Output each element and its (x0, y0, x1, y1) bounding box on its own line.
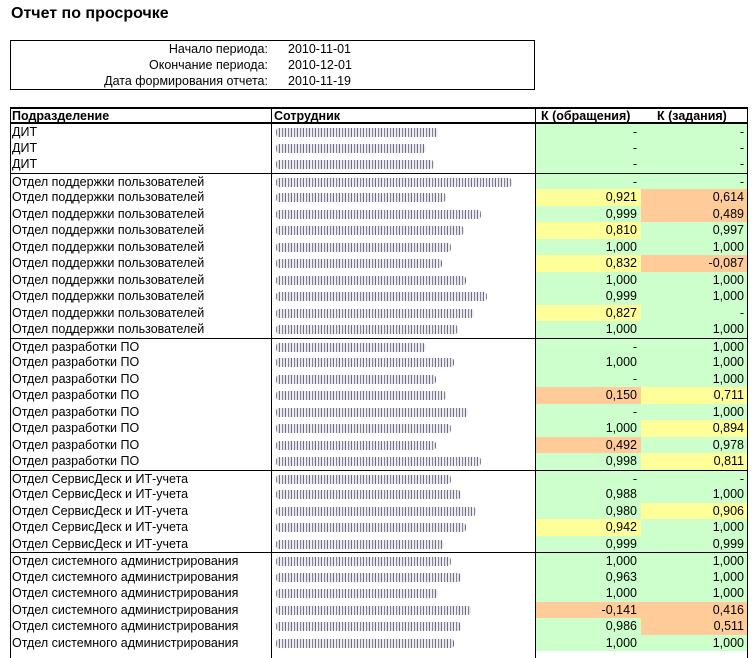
k-requests-cell: 0,988 (536, 486, 641, 503)
table-row (10, 569, 748, 586)
param-label: Дата формирования отчета: (104, 74, 268, 88)
department-cell: Отдел СервисДеск и ИТ-учета (12, 471, 189, 486)
k-requests-cell: 1,000 (536, 354, 641, 371)
header-employee: Сотрудник (274, 109, 341, 123)
param-row-report-date (11, 73, 534, 89)
k-requests-cell: 1,000 (536, 585, 641, 602)
k-requests-cell: -0,141 (536, 602, 641, 619)
employee-cell (272, 339, 535, 356)
table-header (10, 107, 748, 123)
table-row (10, 272, 748, 289)
department-cell: Отдел поддержки пользователей (12, 305, 205, 320)
k-requests-cell: 0,942 (536, 519, 641, 536)
employee-cell (272, 585, 535, 602)
header-k-requests: К (обращения) (541, 109, 631, 123)
redacted-name (276, 226, 464, 235)
redacted-name (276, 573, 461, 582)
redacted-name (276, 408, 468, 417)
table-row (10, 354, 748, 371)
employee-cell (272, 569, 535, 586)
k-requests-cell: 1,000 (536, 553, 641, 570)
employee-cell (272, 635, 535, 652)
employee-cell (272, 371, 535, 388)
employee-cell (272, 420, 535, 437)
table-row (10, 453, 748, 470)
redacted-name (276, 210, 481, 219)
k-tasks-cell: -0,087 (641, 255, 748, 272)
k-tasks-cell: - (641, 124, 748, 141)
table-row (10, 437, 748, 454)
k-tasks-cell: 0,894 (641, 420, 748, 437)
redacted-name (276, 343, 426, 352)
table-row (10, 156, 748, 173)
k-requests-cell: 1,000 (536, 321, 641, 338)
employee-cell (272, 536, 535, 553)
employee-cell (272, 124, 535, 141)
department-cell: Отдел поддержки пользователей (12, 223, 205, 237)
employee-cell (272, 206, 535, 223)
k-tasks-cell: 1,000 (641, 339, 748, 356)
k-tasks-cell: 1,000 (641, 371, 748, 388)
department-cell: Отдел поддержки пользователей (12, 239, 205, 254)
department-cell: ДИТ (12, 140, 38, 155)
param-value: 2010-11-01 (288, 42, 352, 56)
table-row (10, 222, 748, 239)
employee-cell (272, 140, 535, 157)
table-row (10, 371, 748, 388)
table-border-left (10, 107, 11, 658)
k-requests-cell: 0,998 (536, 453, 641, 470)
department-cell: Отдел системного администрирования (12, 569, 239, 584)
department-cell: Отдел поддержки пользователей (12, 206, 205, 221)
k-tasks-cell: 1,000 (641, 553, 748, 570)
k-requests-cell: - (536, 156, 641, 173)
redacted-name (276, 606, 471, 615)
redacted-name (276, 557, 451, 566)
table-row (10, 239, 748, 256)
k-tasks-cell: 1,000 (641, 272, 748, 289)
k-tasks-cell: 1,000 (641, 404, 748, 421)
k-tasks-cell: - (641, 174, 748, 191)
k-requests-cell: 0,999 (536, 206, 641, 223)
header-department: Подразделение (12, 109, 110, 123)
redacted-name (276, 259, 442, 268)
param-value: 2010-11-19 (288, 74, 352, 88)
employee-cell (272, 305, 535, 322)
redacted-name (276, 243, 451, 252)
table-row (10, 288, 748, 305)
k-tasks-cell: 1,000 (641, 239, 748, 256)
employee-cell (272, 222, 535, 239)
table-row (10, 486, 748, 503)
employee-cell (272, 404, 535, 421)
table-row (10, 140, 748, 157)
k-tasks-cell: 0,997 (641, 222, 748, 239)
k-tasks-cell: 0,999 (641, 536, 748, 553)
employee-cell (272, 189, 535, 206)
table-border-right (747, 107, 748, 658)
k-requests-cell: - (536, 339, 641, 356)
column-divider (535, 107, 536, 658)
table-row (10, 503, 748, 520)
k-requests-cell: - (536, 124, 641, 141)
redacted-name (276, 540, 444, 549)
k-tasks-cell: 0,978 (641, 437, 748, 454)
k-requests-cell: 1,000 (536, 272, 641, 289)
param-value: 2010-12-01 (288, 58, 352, 72)
department-cell: Отдел разработки ПО (12, 404, 140, 419)
table-row (10, 123, 748, 141)
column-divider (271, 107, 272, 658)
employee-cell (272, 174, 535, 191)
k-requests-cell: 0,827 (536, 305, 641, 322)
table-row (10, 404, 748, 421)
department-cell: Отдел разработки ПО (12, 339, 140, 354)
k-tasks-cell: 1,000 (641, 321, 748, 338)
department-cell: Отдел разработки ПО (12, 388, 140, 402)
k-tasks-cell: 0,511 (641, 618, 748, 635)
employee-cell (272, 519, 535, 536)
k-requests-cell: - (536, 174, 641, 191)
k-requests-cell: 0,986 (536, 618, 641, 635)
redacted-name (276, 292, 487, 301)
k-tasks-cell: 1,000 (641, 519, 748, 536)
employee-cell (272, 387, 535, 404)
param-row-period-end (11, 57, 534, 73)
k-requests-cell: 0,832 (536, 255, 641, 272)
k-tasks-cell: 1,000 (641, 569, 748, 586)
employee-cell (272, 503, 535, 520)
employee-cell (272, 602, 535, 619)
redacted-name (276, 639, 454, 648)
department-cell: Отдел поддержки пользователей (12, 289, 205, 303)
k-requests-cell: 0,492 (536, 437, 641, 454)
employee-cell (272, 354, 535, 371)
table-row (10, 618, 748, 635)
employee-cell (272, 288, 535, 305)
k-tasks-cell: 1,000 (641, 354, 748, 371)
redacted-name (276, 424, 451, 433)
table-row (10, 552, 748, 570)
k-requests-cell: 0,963 (536, 569, 641, 586)
table-row (10, 602, 748, 619)
table-row (10, 189, 748, 206)
department-cell: Отдел системного администрирования (12, 619, 239, 633)
redacted-name (276, 523, 466, 532)
k-tasks-cell: - (641, 156, 748, 173)
table-row (10, 585, 748, 602)
redacted-name (276, 391, 446, 400)
redacted-name (276, 309, 474, 318)
k-requests-cell: 0,999 (536, 536, 641, 553)
redacted-name (276, 325, 458, 334)
redacted-name (276, 358, 454, 367)
redacted-name (276, 589, 438, 598)
employee-cell (272, 272, 535, 289)
k-tasks-cell: 1,000 (641, 635, 748, 652)
employee-cell (272, 239, 535, 256)
department-cell: Отдел СервисДеск и ИТ-учета (12, 536, 189, 551)
k-tasks-cell: 0,416 (641, 602, 748, 619)
employee-cell (272, 486, 535, 503)
department-cell: Отдел системного администрирования (12, 586, 239, 600)
header-k-tasks: К (задания) (657, 109, 727, 123)
department-cell: ДИТ (12, 125, 38, 139)
k-tasks-cell: - (641, 471, 748, 488)
table-row (10, 173, 748, 191)
department-cell: Отдел разработки ПО (12, 371, 140, 386)
department-cell: ДИТ (12, 157, 38, 171)
table-row (10, 338, 748, 356)
employee-cell (272, 321, 535, 338)
table-row (10, 519, 748, 536)
k-requests-cell: - (536, 471, 641, 488)
department-cell: Отдел системного администрирования (12, 602, 239, 617)
department-cell: Отдел поддержки пользователей (12, 256, 205, 270)
k-requests-cell: 1,000 (536, 239, 641, 256)
department-cell: Отдел СервисДеск и ИТ-учета (12, 520, 189, 534)
k-requests-cell: 0,810 (536, 222, 641, 239)
k-requests-cell: - (536, 371, 641, 388)
department-cell: Отдел СервисДеск и ИТ-учета (12, 503, 189, 518)
department-cell: Отдел системного администрирования (12, 554, 239, 568)
k-tasks-cell: 0,489 (641, 206, 748, 223)
param-row-period-start (11, 41, 534, 57)
table-row (10, 387, 748, 404)
redacted-name (276, 276, 466, 285)
employee-cell (272, 255, 535, 272)
table-row (10, 255, 748, 272)
redacted-name (276, 375, 436, 384)
k-requests-cell: 0,921 (536, 189, 641, 206)
k-tasks-cell: 1,000 (641, 585, 748, 602)
table-row (10, 305, 748, 322)
department-cell: Отдел поддержки пользователей (12, 322, 205, 336)
k-tasks-cell: - (641, 305, 748, 322)
table-row (10, 635, 748, 652)
employee-cell (272, 471, 535, 488)
table-row (10, 321, 748, 338)
department-cell: Отдел СервисДеск и ИТ-учета (12, 487, 189, 501)
table-row (10, 470, 748, 488)
redacted-name (276, 475, 451, 484)
redacted-name (276, 490, 461, 499)
report-parameters (10, 40, 535, 90)
k-tasks-cell: 0,711 (641, 387, 748, 404)
redacted-name (276, 507, 476, 516)
redacted-name (276, 160, 434, 169)
k-tasks-cell: 1,000 (641, 486, 748, 503)
k-requests-cell: - (536, 140, 641, 157)
employee-cell (272, 553, 535, 570)
employee-cell (272, 453, 535, 470)
redacted-name (276, 193, 446, 202)
redacted-name (276, 457, 481, 466)
k-requests-cell: 1,000 (536, 420, 641, 437)
k-tasks-cell: 0,906 (641, 503, 748, 520)
k-requests-cell: 0,999 (536, 288, 641, 305)
k-tasks-cell: - (641, 140, 748, 157)
k-tasks-cell: 0,614 (641, 189, 748, 206)
department-cell: Отдел системного администрирования (12, 635, 239, 650)
k-requests-cell: 0,980 (536, 503, 641, 520)
param-label: Начало периода: (168, 42, 268, 56)
k-requests-cell: 1,000 (536, 635, 641, 652)
department-cell: Отдел поддержки пользователей (12, 174, 205, 189)
employee-cell (272, 156, 535, 173)
redacted-name (276, 441, 436, 450)
k-tasks-cell: 0,811 (641, 453, 748, 470)
redacted-name (276, 128, 438, 137)
department-cell: Отдел разработки ПО (12, 437, 140, 452)
table-row (10, 206, 748, 223)
report-title: Отчет по просрочке (11, 5, 169, 22)
department-cell: Отдел разработки ПО (12, 454, 140, 468)
employee-cell (272, 437, 535, 454)
table-row (10, 420, 748, 437)
department-cell: Отдел разработки ПО (12, 355, 140, 369)
department-cell: Отдел поддержки пользователей (12, 272, 205, 287)
redacted-name (276, 622, 461, 631)
redacted-name (276, 144, 426, 153)
table-row (10, 536, 748, 553)
param-label: Окончание периода: (148, 58, 268, 72)
department-cell: Отдел разработки ПО (12, 421, 140, 435)
k-tasks-cell: 1,000 (641, 288, 748, 305)
department-cell: Отдел поддержки пользователей (12, 190, 205, 204)
k-requests-cell: - (536, 404, 641, 421)
k-requests-cell: 0,150 (536, 387, 641, 404)
employee-cell (272, 618, 535, 635)
redacted-name (276, 178, 512, 187)
